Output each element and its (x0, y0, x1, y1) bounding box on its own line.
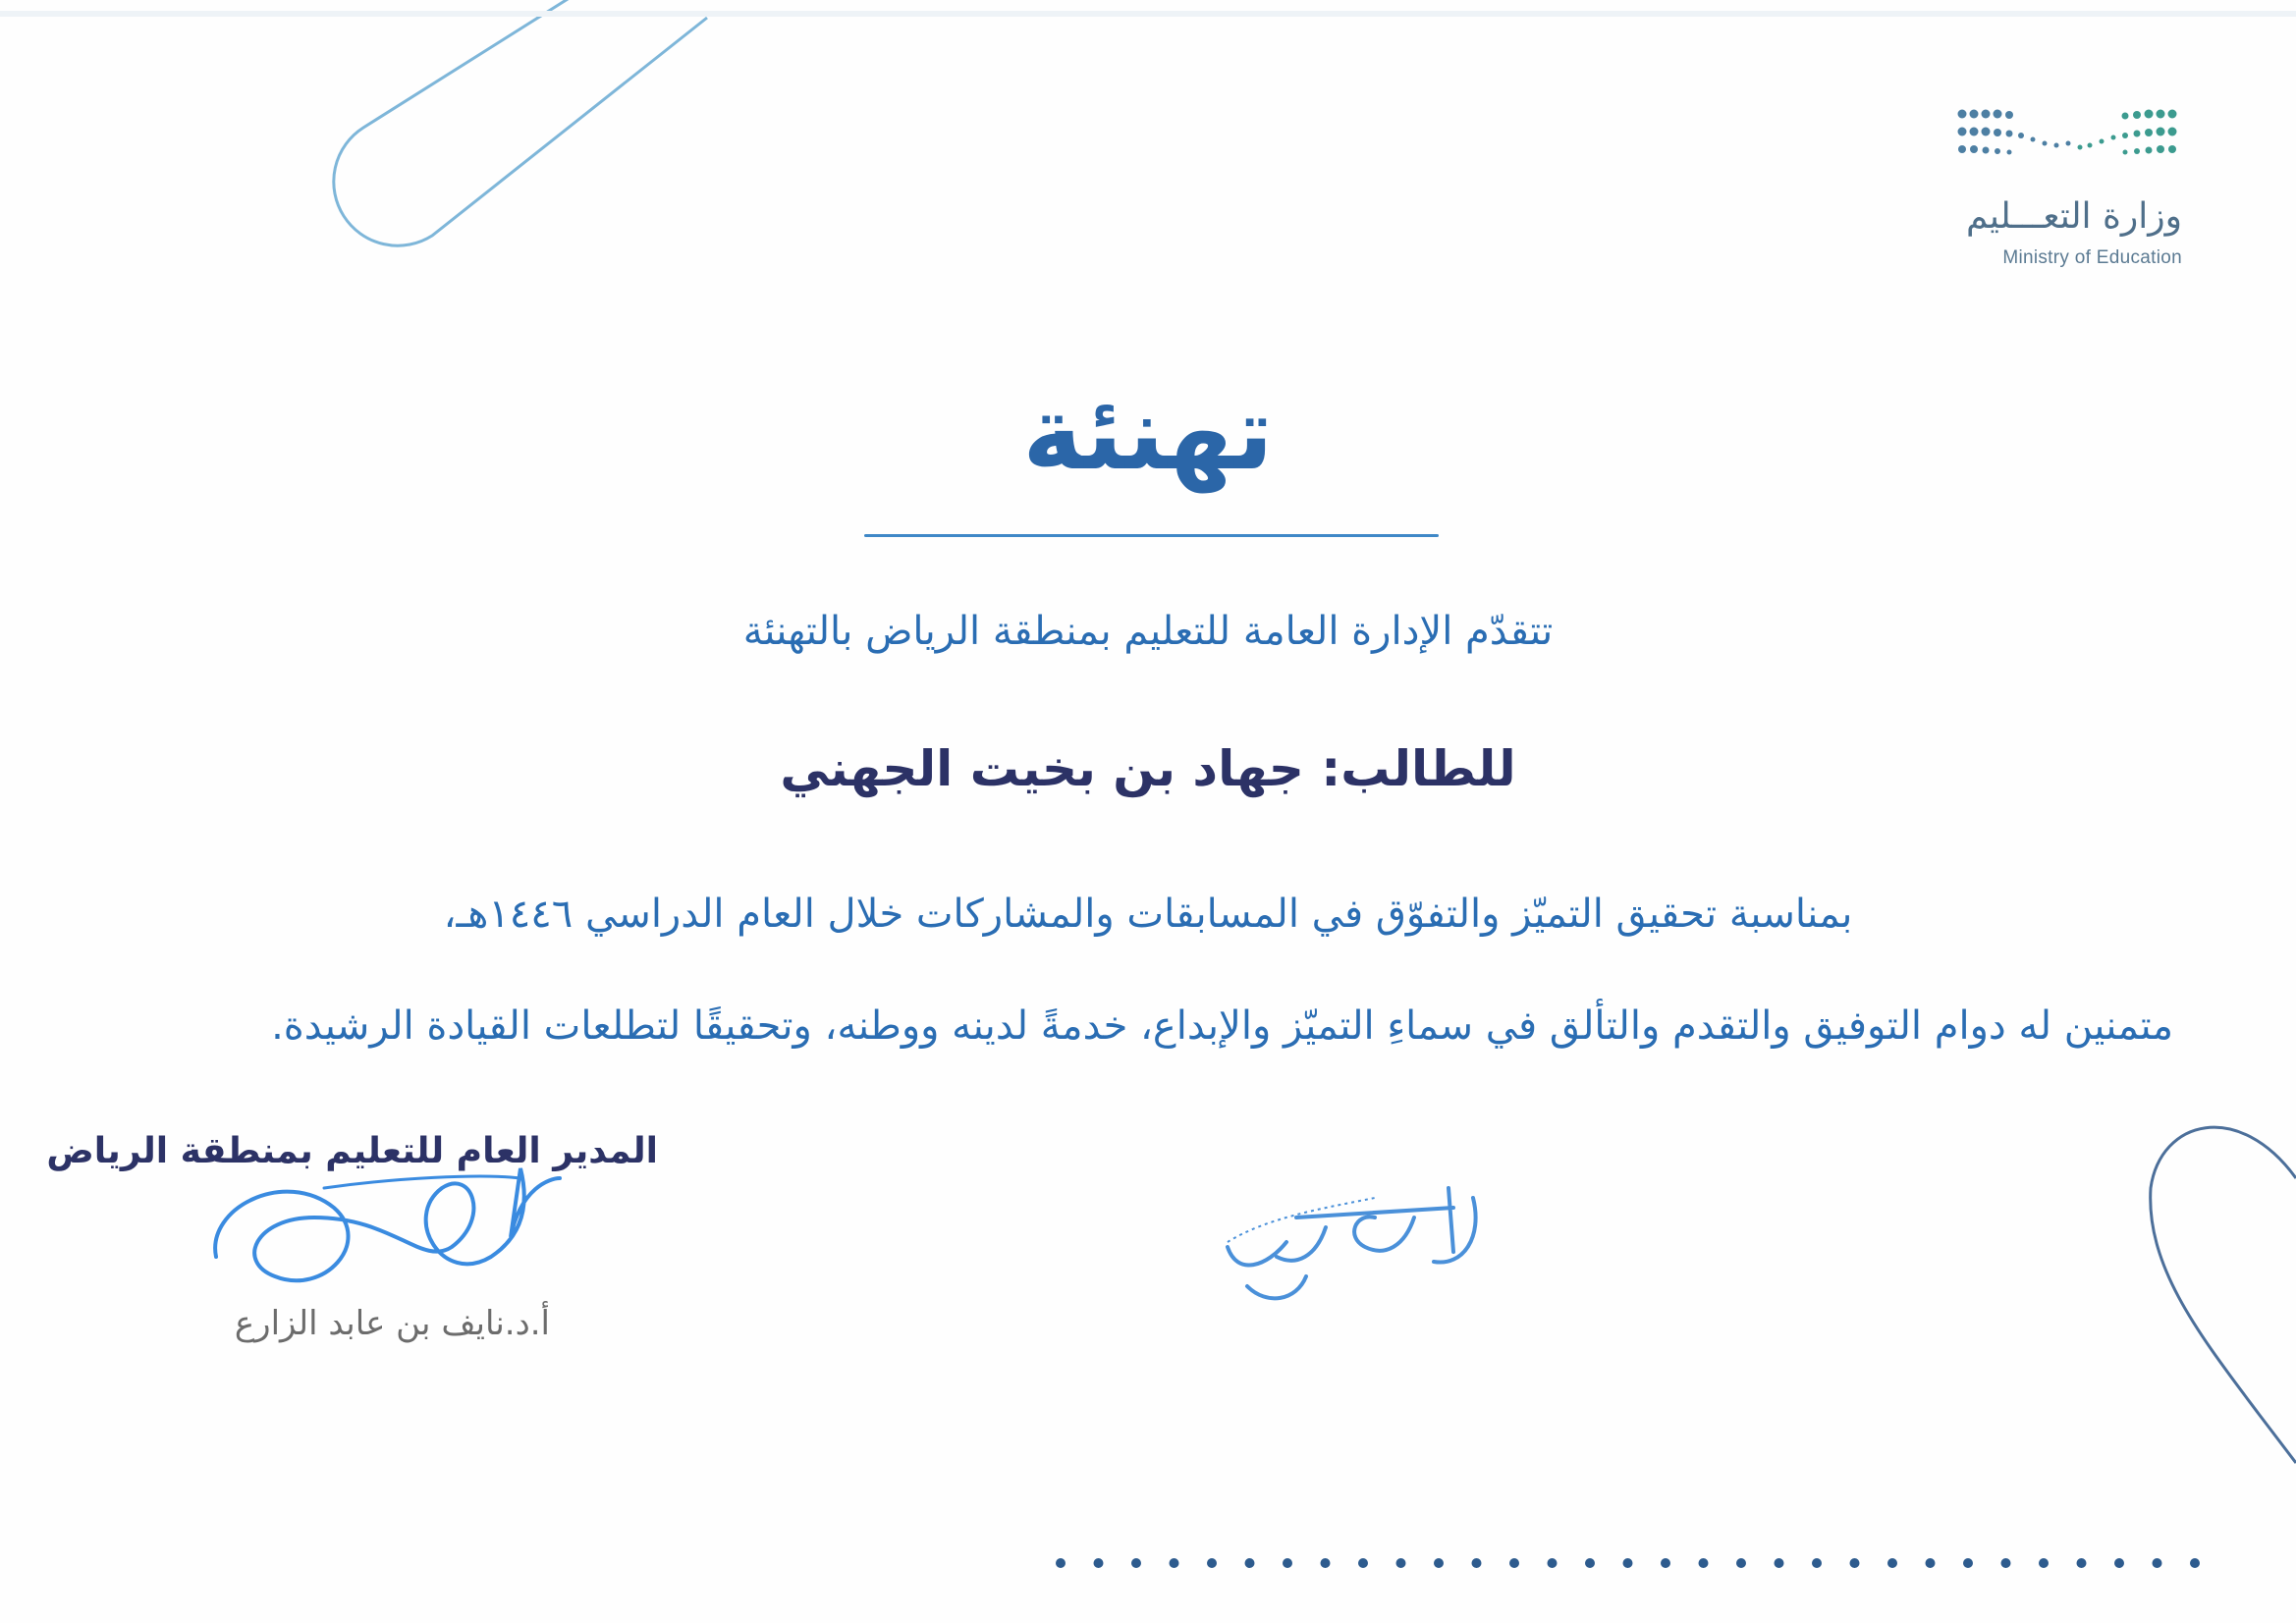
divider-dot (1623, 1558, 1633, 1568)
divider-dot (2114, 1558, 2124, 1568)
bottom-dot-divider (1051, 1553, 2229, 1573)
divider-dot (1170, 1558, 1179, 1568)
ministry-dots-icon (1954, 106, 2180, 165)
divider-dot (1358, 1558, 1368, 1568)
corner-capsule-top-left (334, 0, 707, 245)
divider-dot (1926, 1558, 1936, 1568)
divider-dot (2190, 1558, 2200, 1568)
corner-arc-bottom-right (2151, 1127, 2296, 1463)
divider-dot (1812, 1558, 1822, 1568)
divider-dot (2039, 1558, 2049, 1568)
signatory-name: أ.د.نايف بن عابد الزارع (234, 1304, 550, 1343)
divider-dot (1736, 1558, 1746, 1568)
divider-dot (1396, 1558, 1406, 1568)
divider-dot (1094, 1558, 1104, 1568)
divider-dot (1661, 1558, 1670, 1568)
divider-dot (2077, 1558, 2087, 1568)
divider-dot (1207, 1558, 1217, 1568)
title-underline (864, 534, 1439, 537)
certificate-title: تهنئة (1022, 373, 1274, 493)
divider-dot (1131, 1558, 1141, 1568)
divider-dot (1775, 1558, 1784, 1568)
occasion-line: بمناسبة تحقيق التميّز والتفوّق في المسابقات والمشاركات خلال العام الدراسي ١٤٤٦هـ، (443, 892, 1853, 937)
divider-dot (1548, 1558, 1558, 1568)
divider-dot (1850, 1558, 1860, 1568)
divider-dot (1245, 1558, 1255, 1568)
divider-dot (1472, 1558, 1482, 1568)
divider-dot (1509, 1558, 1519, 1568)
handwritten-stamp-name (1208, 1159, 1503, 1335)
wishes-line: متمنين له دوام التوفيق والتقدم والتألق في سماءِ التميّز والإبداع، خدمةً لدينه ووطنه، وتحقيقًا لتطلعات القيادة الرشيدة. (271, 1003, 2173, 1049)
divider-dot (2001, 1558, 2011, 1568)
student-name-line: للطالب: جهاد بن بخيت الجهني (780, 740, 1516, 797)
intro-line: تتقدّم الإدارة العامة للتعليم بمنطقة الرياض بالتهنئة (742, 609, 1554, 654)
divider-dot (1963, 1558, 1973, 1568)
ministry-name-english: Ministry of Education (2002, 247, 2182, 268)
divider-dot (1887, 1558, 1897, 1568)
divider-dot (1283, 1558, 1292, 1568)
divider-dot (1434, 1558, 1444, 1568)
divider-dot (1585, 1558, 1595, 1568)
ministry-name-arabic: وزارة التعـــليم (1965, 196, 2182, 237)
divider-dot (1056, 1558, 1066, 1568)
divider-dot (2153, 1558, 2162, 1568)
ministry-logo (1944, 98, 2190, 285)
divider-dot (1699, 1558, 1709, 1568)
handwritten-signature (196, 1149, 570, 1306)
signatory-title: المدير العام للتعليم بمنطقة الرياض (46, 1131, 658, 1171)
divider-dot (1321, 1558, 1331, 1568)
